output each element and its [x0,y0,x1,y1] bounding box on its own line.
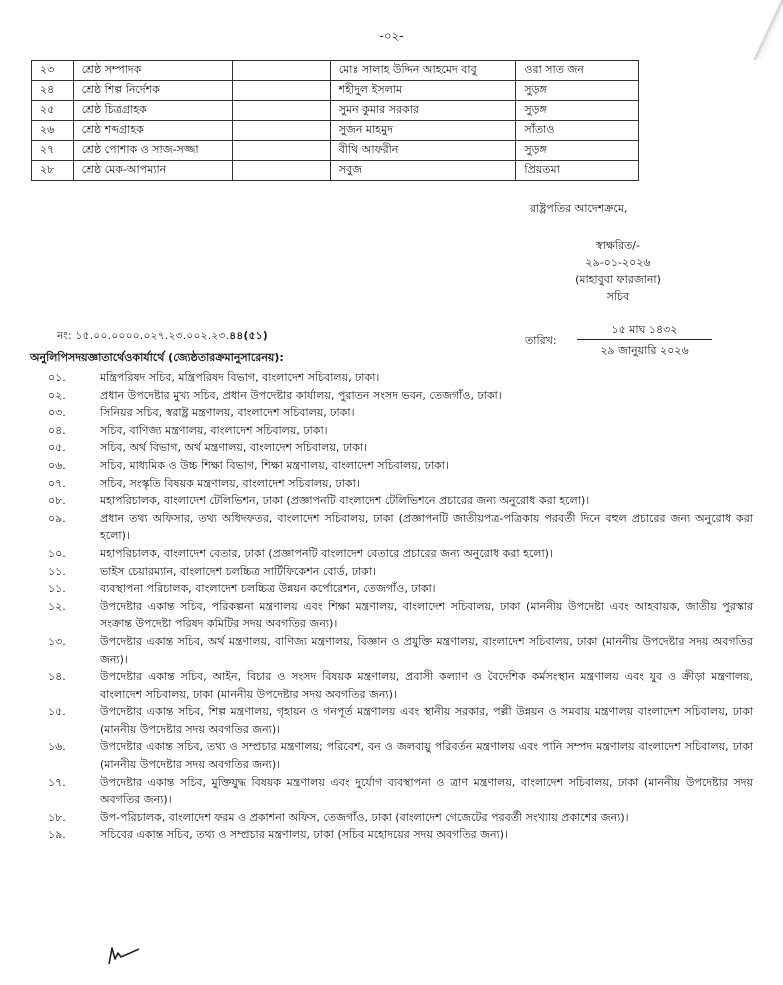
date-divider [577,339,712,340]
list-item-number: ১৬. [48,740,66,754]
list-item [48,633,753,668]
cc-list [48,369,753,844]
list-item [48,404,753,422]
list-item-number: ১২. [48,599,66,613]
list-item [48,738,753,773]
winner-name: সুজন মাহমুদ [330,121,516,141]
blank-cell [233,101,331,121]
award-category: শ্রেষ্ঠ সম্পাদক [73,61,232,81]
winner-name: সবুজ [330,161,516,181]
memo-suffix: ৪৪(৫১) [229,330,268,342]
award-category: শ্রেষ্ঠ মেক-আপম্যান [73,161,232,181]
list-item-number: ১৮. [48,810,66,824]
signature-block [543,237,693,305]
memo-prefix: নং: ১৫.০০.০০০০.০২৭.২৩.০০২.২৩. [57,330,230,342]
blank-cell [233,81,331,101]
list-item-number: ০৩. [48,406,66,420]
list-item-number: ০২. [48,388,66,402]
list-item-text: উপদেষ্টার একান্ত সচিব, আইন, বিচার ও সংসদ বিষয়ক মন্ত্রণালয়, প্রবাসী কল্যাণ ও বৈদেশিক কর্মসংস্থান মন্ত্রণালয় এবং যুব ও ক্রীড়া মন্ত্রণালয়, বাংলাদেশ সচিবালয়, ঢাকা (মাননীয় উপদেষ্টার সদয় অবগতির জন্য)। [100,670,753,701]
page-number: -০২- [379,29,404,43]
winner-name: সুমন কুমার সরকার [330,101,516,121]
award-category: শ্রেষ্ঠ পোশাক ও সাজ-সজ্জা [73,141,232,161]
initial-scribble-icon [105,944,141,966]
winner-name: মোঃ সালাহ উদ্দিন আহমেদ বাবু [330,61,516,81]
list-item [48,387,753,405]
bangla-date: ১৫ মাঘ ১৪৩২ [611,323,678,336]
list-item-number: ০৯. [48,511,66,525]
list-item-text: প্রধান তথ্য অফিসার, তথ্য অধিদফতর, বাংলাদেশ সচিবালয়, ঢাকা (প্রজ্ঞাপনটি জাতীয়পত্র-পত্রিকায় পরবর্তী দিনে বহুল প্রচারের জন্য অনুরোধ করা হলো)। [100,511,753,543]
list-item-text: সচিব, অর্থ বিভাগ, অর্থ মন্ত্রণালয়, বাংলাদেশ সচিবালয়, ঢাকা। [100,441,368,455]
list-item-number: ১১. [48,582,66,596]
row-number: ২৩ [32,61,74,81]
winner-name: বীথি আফরীন [330,141,516,161]
signed-label: স্বাক্ষরিত/- [596,239,640,252]
list-item [48,598,753,633]
list-item-number: ০৭. [48,476,66,490]
list-item [48,703,753,738]
list-item-text: মহাপরিচালক, বাংলাদেশ টেলিভিশন, ঢাকা (প্রজ্ঞাপনটি বাংলাদেশ টেলিভিশনে প্রচারের জন্য অনুরোধ করা হলো)। [100,494,590,508]
list-item-number: ১৫. [48,705,66,719]
list-item-text: প্রধান উপদেষ্টার মুখ্য সচিব, প্রধান উপদেষ্টার কার্যালয়, পুরাতন সংসদ ভবন, তেজগাঁও, ঢাকা। [100,388,502,402]
list-item-text: উপদেষ্টার একান্ত সচিব, শিল্প মন্ত্রণালয়, গৃহায়ন ও গনপূর্ত মন্ত্রণালয় এবং স্থানীয় সরকার, পল্লী উন্নয়ন ও সমবায় মন্ত্রণালয় বাংলাদেশ সচিবালয়, ঢাকা (মাননীয় উপদেষ্টার সদয় অবগতির জন্য)। [100,705,753,736]
list-item-text: মন্ত্রিপরিষদ সচিব, মন্ত্রিপরিষদ বিভাগ, বাংলাদেশ সচিবালয়, ঢাকা। [100,371,380,384]
list-item [48,475,753,493]
list-item-number: ১৯. [48,828,66,842]
list-item [48,510,753,545]
list-item-number: ০৮. [48,494,66,508]
date-label: তারিখ: [525,334,557,347]
list-item [48,545,753,563]
blank-cell [233,161,331,181]
awards-table [31,60,639,181]
cc-heading: অনুলিপিসদয়জ্ঞাতার্থেওকার্যার্থে (জ্যেষ্ঠতারক্রমানুসারেনয়): [30,351,284,364]
film-title: সুড়ঙ্গ [516,101,639,121]
film-title: ওরা সাত জন [516,61,639,81]
list-item-text: সিনিয়র সচিব, স্বরাষ্ট্র মন্ত্রণালয়, বাংলাদেশ সচিবালয়, ঢাকা। [100,406,355,420]
list-item-text: উপদেষ্টার একান্ত সচিব, তথ্য ও সম্প্রচার মন্ত্রণালয়; পরিবেশ, বন ও জলবায়ু পরিবর্তন মন্ত্রণালয় এবং পানি সম্পদ মন্ত্রণালয় বাংলাদেশ সচিবালয়, ঢাকা (মাননীয় উপদেষ্টার সদয় অবগতির জন্য)। [100,740,753,772]
gregorian-date: ২৯ জানুয়ারি ২০২৬ [600,344,689,357]
list-item-number: ১১. [48,564,66,578]
list-item-text: উপদেষ্টার একান্ত সচিব, অর্থ মন্ত্রণালয়, বাণিজ্য মন্ত্রণালয়, বিজ্ঞান ও প্রযুক্তি মন্ত্রণালয়, বাংলাদেশ সচিবালয়, ঢাকা (মাননীয় উপদেষ্টার সদয় অবগতির জন্য)। [100,634,753,666]
list-item-number: ০৫. [48,441,66,455]
table-row [32,161,639,181]
list-item [48,809,753,827]
list-item-number: ০৪. [48,423,66,437]
list-item-text: ভাইস চেয়ারম্যান, বাংলাদেশ চলচ্চিত্র সার্টিফিকেশন বোর্ড, ঢাকা। [100,564,376,578]
blank-cell [233,61,331,81]
list-item-text: উপ-পরিচালক, বাংলাদেশ ফরম ও প্রকাশনা অফিস, তেজগাঁও, ঢাকা (বাংলাদেশ গেজেটের পরবর্তী সংখ্যায় প্রকাশের জন্য)। [100,810,629,824]
table-row [32,81,639,101]
table-row [32,101,639,121]
blank-cell [233,141,331,161]
list-item-number: ১৩. [48,634,66,648]
list-item-text: সচিব, বাণিজ্য মন্ত্রণালয়, বাংলাদেশ সচিবালয়, ঢাকা। [100,423,328,437]
signatory-name: (মাহাবুবা ফারজানা) [575,273,661,286]
list-item [48,369,753,387]
list-item-text: সচিব, সংস্কৃতি বিষয়ক মন্ত্রণালয়, বাংলাদেশ সচিবালয়, ঢাকা। [100,476,360,490]
list-item [48,422,753,440]
list-item-text: উপদেষ্টার একান্ত সচিব, মুক্তিযুদ্ধ বিষয়ক মন্ত্রণালয় এবং দুর্যোগ ব্যবস্থাপনা ও ত্রাণ মন্ত্রণালয়, বাংলাদেশ সচিবালয়, ঢাকা (মাননীয় উপদেষ্টার সদয় অবগতির জন্য)। [100,775,753,807]
list-item [48,457,753,475]
row-number: ২৪ [32,81,74,101]
list-item-number: ১০. [48,546,66,560]
blank-cell [233,121,331,141]
film-title: প্রিয়তমা [516,161,639,181]
row-number: ২৭ [32,141,74,161]
list-item-text: মহাপরিচালক, বাংলাদেশ বেতার, ঢাকা (প্রজ্ঞাপনটি বাংলাদেশ বেতারে প্রচারের জন্য অনুরোধ করা হলো)। [100,546,553,560]
list-item [48,826,753,844]
winner-name: শহীদুল ইসলাম [330,81,516,101]
list-item [48,563,753,581]
list-item [48,668,753,703]
list-item [48,774,753,809]
list-item [48,439,753,457]
list-item-text: ব্যবস্থাপনা পরিচালক, বাংলাদেশ চলচ্চিত্র উন্নয়ন কর্পোরেশন, তেজগাঁও, ঢাকা। [100,582,436,596]
award-category: শ্রেষ্ঠ শব্দগ্রাহক [73,121,232,141]
list-item-number: ১৪. [48,670,66,684]
list-item-text: সচিব, মাধ্যমিক ও উচ্চ শিক্ষা বিভাগ, শিক্ষা মন্ত্রণালয়, বাংলাদেশ সচিবালয়, ঢাকা। [100,458,449,472]
film-title: সাঁতাও [516,121,639,141]
row-number: ২৮ [32,161,74,181]
list-item-number: ০৬. [48,458,66,472]
table-row [32,121,639,141]
film-title: সুড়ঙ্গ [516,81,639,101]
signatory-designation: সচিব [606,290,630,303]
signature-date: ২৯-০১-২০২৬ [585,256,651,269]
film-title: সুড়ঙ্গ [516,141,639,161]
award-category: শ্রেষ্ঠ চিত্রগ্রাহক [73,101,232,121]
table-row [32,61,639,81]
award-category: শ্রেষ্ঠ শিল্প নির্দেশক [73,81,232,101]
row-number: ২৫ [32,101,74,121]
table-row [32,141,639,161]
row-number: ২৬ [32,121,74,141]
list-item-text: উপদেষ্টার একান্ত সচিব, পরিকল্পনা মন্ত্রণালয় এবং শিক্ষা মন্ত্রণালয়, বাংলাদেশ সচিবালয়, ঢাকা (মাননীয় উপদেষ্টা এবং আহবায়ক, জাতীয় পুরস্কার সংক্রান্ত উপদেষ্টা পরিষদ কমিটির সদয় অবগতির জন্য)। [100,599,753,631]
list-item [48,492,753,510]
memo-number [57,329,268,346]
list-item [48,580,753,598]
order-line: রাষ্ট্রপতির আদেশক্রমে, [530,202,628,215]
list-item-number: ১৭. [48,775,66,789]
list-item-text: সচিবের একান্ত সচিব, তথ্য ও সম্প্রচার মন্ত্রণালয়, ঢাকা (সচিব মহোদয়ের সদয় অবগতির জন্য)। [100,828,508,842]
list-item-number: ০১. [48,371,66,384]
